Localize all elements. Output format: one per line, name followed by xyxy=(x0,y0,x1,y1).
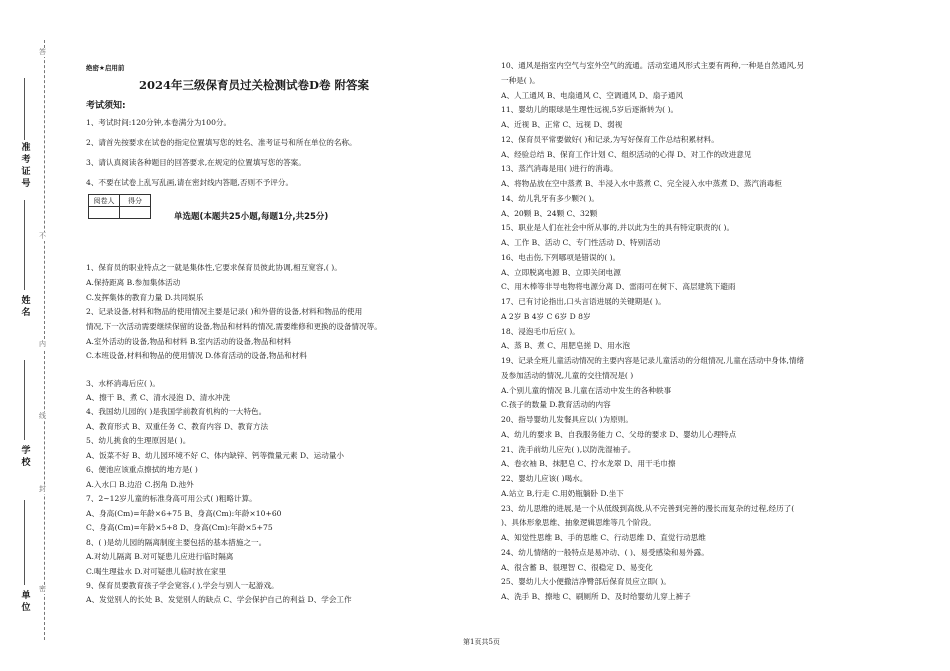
question-line: 12、保育员平常要做好( )和记录,为写好保育工作总结积累材料。 xyxy=(501,134,719,144)
question-line: 6、便池应该重点擦拭的地方是( ) xyxy=(86,465,198,474)
score-header: 得分 xyxy=(120,195,151,207)
note-item: 4、不要在试卷上乱写乱画,请在密封线内答题,否则不予评分。 xyxy=(86,178,294,187)
score-cell xyxy=(120,207,151,219)
question-line: A、很含蓄 B、很理智 C、很稳定 D、易变化 xyxy=(501,562,653,572)
page-title: 2024年三级保育员过关检测试卷D卷 附答案 xyxy=(139,78,369,92)
question-line: A、蒸 B、煮 C、用肥皂搓 D、用水泡 xyxy=(501,341,630,351)
question-line: 20、指导婴幼儿发餐具应以( )为原则。 xyxy=(501,415,633,424)
question-line: 17、已有讨论指出,口头言语进展的关键期是( )。 xyxy=(501,297,666,306)
question-line: 3、水杯消毒后应( )。 xyxy=(86,379,160,388)
question-line: A、身高(Cm)=年龄×6+75 B、身高(Cm):年龄×10+60 xyxy=(86,509,282,518)
question-line: 情况,下一次活动需要继续保留的设备,物品和材料的情况,需要维修和更换的设备情况等。 xyxy=(86,322,382,331)
question-line: A、卷衣袖 B、抹肥皂 C、拧水龙翠 D、用干毛巾擦 xyxy=(501,459,676,469)
question-line: A、20颗 B、24颗 C、32颗 xyxy=(501,208,598,218)
seal-char: 密 xyxy=(39,585,46,593)
question-line: 10、通风是指室内空气与室外空气的流通。活动室通风形式主要有两种,一种是自然通风,另 xyxy=(501,61,805,70)
question-line: 16、电击伤,下列哪项是错误的( )。 xyxy=(501,252,621,262)
question-line: 23、幼儿思维的进展,是一个从低级到高级,从不完善到完善的漫长而复杂的过程,经历了( xyxy=(501,503,795,513)
question-line: A.站立 B,行走 C.用奶瓶躺卧 D.坐下 xyxy=(501,488,624,498)
note-item: 2、请首先按要求在试卷的指定位置填写您的姓名、准考证号和所在单位的名称。 xyxy=(86,138,357,147)
question-line: 一种是( )。 xyxy=(501,75,540,85)
question-line: A.入水口 B.边沿 C.拐角 D.池外 xyxy=(86,480,194,489)
question-line: 14、幼儿乳牙有多少颗?( )。 xyxy=(501,193,600,203)
page-number: 第1页共5页 xyxy=(463,638,500,646)
question-line: 1、保育员的职业特点之一就是集体性,它要求保育员彼此协调,相互宽容,( )。 xyxy=(86,263,342,272)
question-line: A、将物品放在空中蒸煮 B、半浸入水中蒸煮 C、完全浸入水中蒸煮 D、蒸汽消毒柜 xyxy=(501,179,782,188)
question-line: A、近视 B、正常 C、远视 D、弱视 xyxy=(501,120,623,129)
question-line: 2、记录设备,材料和物品的使用情况主要是记录( )和外借的设备,材料和物品的使用 xyxy=(86,307,363,316)
fill-line xyxy=(24,360,25,440)
question-line: 13、蒸汽消毒是用( )进行的消毒。 xyxy=(501,164,618,174)
seal-char: 内 xyxy=(39,340,46,348)
question-line: C.本班设备,材料和物品的使用情况 D.体育活动的设备,物品和材料 xyxy=(86,351,307,360)
seal-char: 答 xyxy=(39,48,46,56)
question-line: C、身高(Cm)=年龄×5+8 D、身高(Cm):年龄×5+75 xyxy=(86,523,273,532)
question-line: C.孩子的数量 D.教育活动的内容 xyxy=(501,400,611,410)
question-line: )、具体形象思维、抽象逻辑思维等几个阶段。 xyxy=(501,518,656,528)
question-line: 及参加活动的情况,儿童的交往情况是( ) xyxy=(501,370,634,380)
question-line: A、工作 B、活动 C、专门性活动 D、特别活动 xyxy=(501,238,661,247)
question-line: A、洗手 B、擦地 C、刷厕所 D、及时给婴幼儿穿上裤子 xyxy=(501,592,691,601)
question-line: A、教育形式 B、双重任务 C、教育内容 D、教育方法 xyxy=(86,422,269,431)
question-line: A、立即脱离电源 B、立即关闭电源 xyxy=(501,267,621,277)
question-line: 7、2~12岁儿童的标准身高可用公式( )粗略计算。 xyxy=(86,494,257,503)
unit-label: 单位 xyxy=(21,591,31,613)
question-line: C.喝生理盐水 D.对可疑患儿临时放在家里 xyxy=(86,567,227,576)
question-line: A、幼儿的要求 B、自我服务能力 C、父母的要求 D、婴幼儿心理特点 xyxy=(501,429,737,439)
seal-char: 封 xyxy=(39,485,46,493)
question-line: A.个别儿童的情况 B.儿童在活动中发生的各种轶事 xyxy=(501,385,672,395)
seal-char: 不 xyxy=(39,232,46,240)
question-line: A、人工通风 B、电扇通风 C、空调通风 D、扇子通风 xyxy=(501,90,684,100)
question-line: 21、洗手前幼儿应先( ),以防洗湿袖子。 xyxy=(501,444,636,454)
question-line: A 2岁 B 4岁 C 6岁 D 8岁 xyxy=(501,311,591,321)
question-line: A、经验总结 B、保育工作计划 C、组织活动的心得 D、对工作的改进意见 xyxy=(501,149,752,159)
question-line: C.发挥集体的教育力量 D.共同娱乐 xyxy=(86,293,204,302)
seal-char: 线 xyxy=(39,412,46,420)
score-table xyxy=(88,194,151,219)
exam-number-label: 准考证号 xyxy=(21,143,31,189)
question-line: 4、我国幼儿园的( )是我国学前教育机构的一大特色。 xyxy=(86,407,267,416)
section-title: 单选题(本题共25小题,每题1分,共25分) xyxy=(174,212,329,222)
question-line: A、饭菜不好 B、幼儿园环境不好 C、体内缺锌、钙等微量元素 D、运动量小 xyxy=(86,451,345,460)
question-line: A.对幼儿隔离 B.对可疑患儿应进行临时隔离 xyxy=(86,552,234,561)
question-line: 5、幼儿挑食的生理原因是( )。 xyxy=(86,436,191,445)
question-line: 25、婴幼儿大小便撒洁净臀部后保育员应立即( )。 xyxy=(501,577,671,587)
note-item: 1、考试时间:120分钟,本卷满分为100分。 xyxy=(86,118,232,127)
question-line: 11、婴幼儿的眼球是生理性远视,5岁后逐渐转为( )。 xyxy=(501,105,679,115)
question-line: A.保持距离 B.参加集体活动 xyxy=(86,278,181,287)
question-line: A、发觉别人的长处 B、发觉别人的缺点 C、学会保护自己的利益 D、学会工作 xyxy=(86,595,352,604)
name-label: 姓名 xyxy=(21,296,31,318)
question-line: A、知觉性思维 B、手的思维 C、行动思维 D、直觉行动思维 xyxy=(501,533,706,542)
binding-strip xyxy=(0,0,70,671)
question-line: 9、保育员要教育孩子学会宽容,( ),学会与别人一起游戏。 xyxy=(86,581,279,590)
question-line: 22、婴幼儿应该( )喝水。 xyxy=(501,474,588,483)
question-line: 15、职业是人们在社会中所从事的,并以此为生的具有特定职责的( )。 xyxy=(501,223,735,233)
grader-header: 阅卷人 xyxy=(89,195,120,207)
fill-line xyxy=(24,200,25,290)
question-line: 8、( )是幼儿园的隔离制度主要包括的基本措施之一。 xyxy=(86,538,267,547)
question-line: A、擦干 B、煮 C、清水浸泡 D、清水冲洗 xyxy=(86,393,231,402)
question-line: 18、浸泡毛巾后应( )。 xyxy=(501,326,580,336)
question-line: 24、幼儿情绪的一般特点是易冲动、( )、易受感染和易外露。 xyxy=(501,547,709,557)
school-label: 学校 xyxy=(21,446,31,468)
question-line: A.室外活动的设备,物品和材料 B.室内活动的设备,物品和材料 xyxy=(86,337,292,346)
note-item: 3、请认真阅读各种题目的回答要求,在规定的位置填写您的答案。 xyxy=(86,158,306,167)
grader-cell xyxy=(89,207,120,219)
question-line: C、用木棒等非导电物将电源分离 D、雷雨可在树下、高层建筑下避雨 xyxy=(501,282,736,292)
secret-label: 绝密★启用前 xyxy=(86,64,125,72)
fill-line xyxy=(24,78,25,140)
fill-line xyxy=(24,500,25,585)
question-line: 19、记录全班儿童活动情况的主要内容是记录儿童活动的分组情况,儿童在活动中身体,情绪 xyxy=(501,356,805,365)
notes-heading: 考试须知: xyxy=(86,101,126,111)
